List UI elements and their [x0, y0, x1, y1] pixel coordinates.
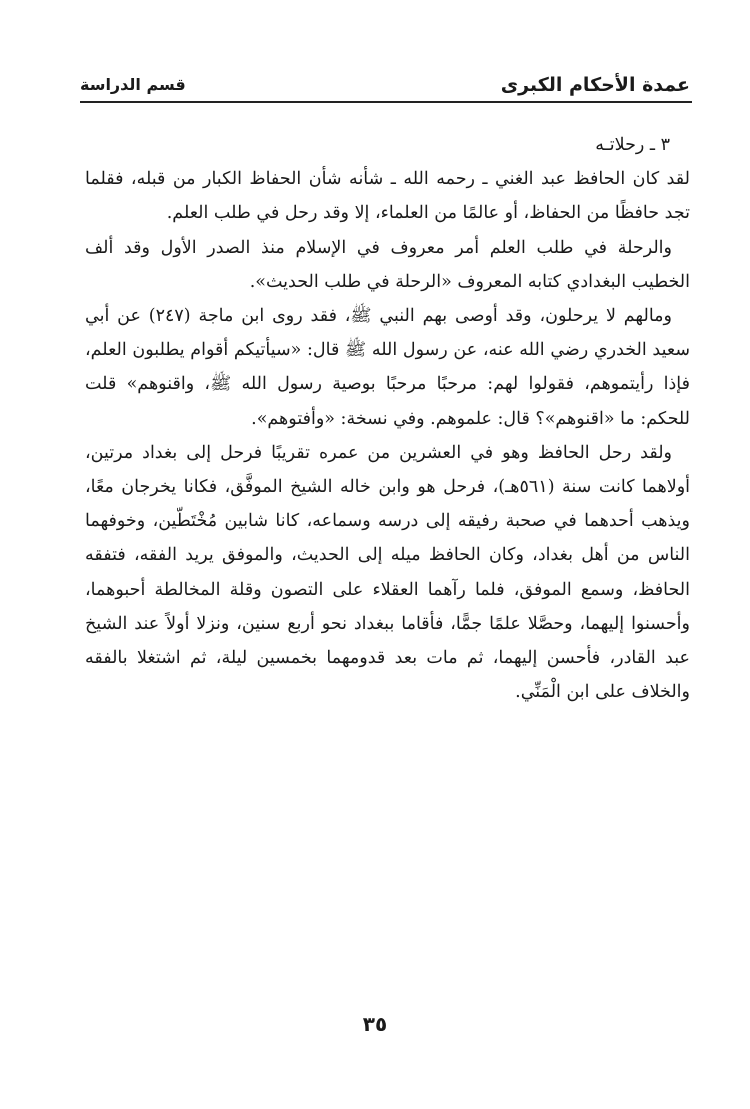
section-title: قسم الدراسة [80, 75, 186, 94]
section-heading: ٣ ـ رحلاتـه [595, 135, 670, 155]
paragraph-4: ولقد رحل الحافظ وهو في العشرين من عمره تقريبًا فرحل إلى بغداد مرتين، أولاهما كانت سنة (٥٦١هـ)، فرحل هو وابن خاله الشيخ الموفَّق، فكانا يخرجان معًا، ويذهب أحدهما في صحبة رفيقه إلى درسه وسماعه، كانا شابين مُخْتَطّين، وخوفهما الناس من أهل بغداد، وكان الحافظ ميله إلى الحديث، والموفق يريد الفقه، فتفقه الحافظ، وسمع الموفق، فلما رآهما العقلاء على التصون وقلة المخالطة أحبوهما، وأحسنوا إليهما، وحصَّلا علمًا جمًّا، فأقاما ببغداد نحو أربع سنين، ونزلا أولاً عند الشيخ عبد القادر، فأحسن إليهما، ثم مات بعد قدومهما بخمسين ليلة، ثم اشتغلا بالفقه والخلاف على ابن الْمَنِّي. [85, 442, 691, 703]
book-title: عمدة الأحكام الكبرى [500, 74, 690, 96]
header-rule [80, 101, 692, 103]
running-header [80, 70, 690, 100]
paragraph-1: لقد كان الحافظ عبد الغني ـ رحمه الله ـ شأنه شأن الحفاظ الكبار من قبله، فقلما تجد حافظًا من الحفاظ، أو عالمًا من العلماء، إلا وقد رحل في طلب العلم. [85, 169, 690, 224]
page-number: ٣٥ [362, 1012, 388, 1036]
paragraph-2: والرحلة في طلب العلم أمر معروف في الإسلام منذ الصدر الأول وقد ألف الخطيب البغدادي كتابه المعروف «الرحلة في طلب الحديث». [85, 237, 690, 292]
main-text [85, 128, 690, 709]
paragraph-3: ومالهم لا يرحلون، وقد أوصى بهم النبي ﷺ، فقد روى ابن ماجة (٢٤٧) عن أبي سعيد الخدري رضي الله عنه، عن رسول الله ﷺ قال: «سيأتيكم أقوام يطلبون العلم، فإذا رأيتموهم، فقولوا لهم: مرحبًا مرحبًا بوصية رسول الله ﷺ، واقنوهم» قلت للحكم: ما «اقنوهم»؟ قال: علموهم. وفي نسخة: «وأفتوهم». [85, 306, 690, 429]
